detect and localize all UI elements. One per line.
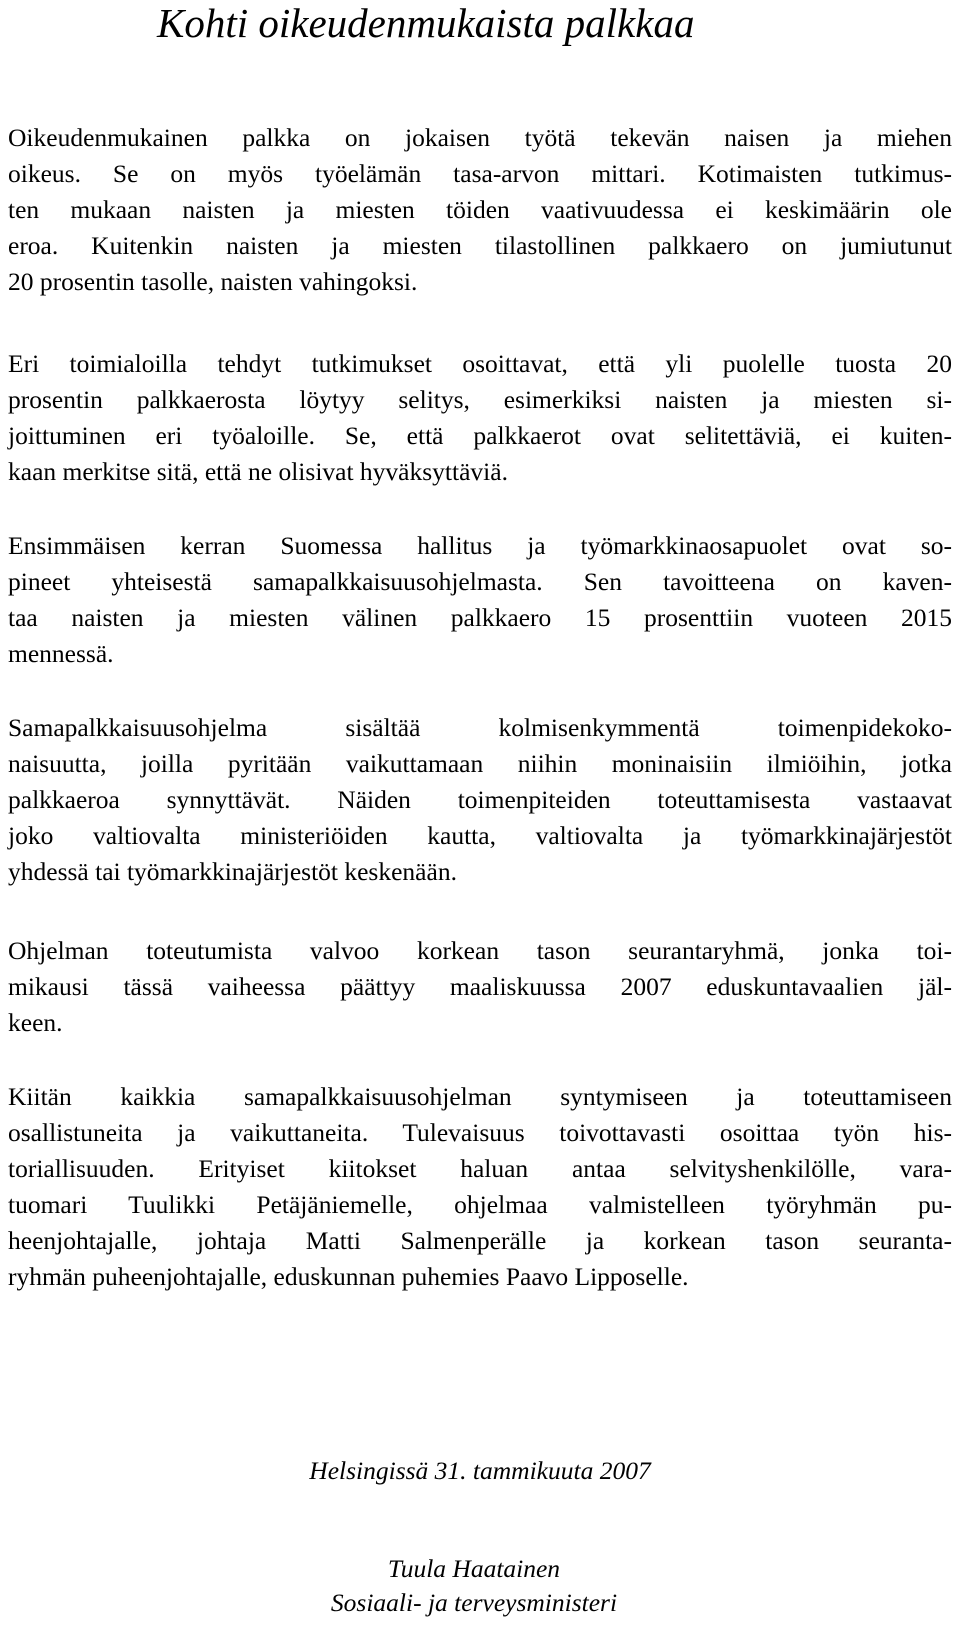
paragraph-line: pineet yhteisestä samapalkkaisuusohjelmasta. Sen tavoitteena on kaven- — [8, 567, 952, 596]
paragraph-line: joko valtiovalta ministeriöiden kautta, valtiovalta ja työmarkkinajärjestöt — [8, 821, 952, 850]
paragraph-line: 20 prosentin tasolle, naisten vahingoksi. — [8, 267, 418, 296]
paragraph-line: yhdessä tai työmarkkinajärjestöt keskenään. — [8, 857, 457, 886]
signatory-name: Tuula Haatainen — [387, 1554, 561, 1583]
paragraph-line: Ensimmäisen kerran Suomessa hallitus ja työmarkkinaosapuolet ovat so- — [8, 531, 952, 560]
paragraph-3 — [8, 528, 952, 672]
paragraph-line: heenjohtajalle, johtaja Matti Salmenperälle ja korkean tason seuranta- — [8, 1226, 952, 1255]
paragraph-line: Oikeudenmukainen palkka on jokaisen työtä tekevän naisen ja miehen — [8, 123, 952, 152]
paragraph-line: keen. — [8, 1008, 63, 1037]
paragraph-line: mennessä. — [8, 639, 114, 668]
paragraph-1 — [8, 120, 952, 300]
paragraph-6 — [8, 1079, 952, 1295]
paragraph-line: osallistuneita ja vaikuttaneita. Tulevaisuus toivottavasti osoittaa työn his- — [8, 1118, 952, 1147]
paragraph-line: oikeus. Se on myös työelämän tasa-arvon mittari. Kotimaisten tutkimus- — [8, 159, 952, 188]
paragraph-4 — [8, 710, 952, 890]
paragraph-line: joittuminen eri työaloille. Se, että palkkaerot ovat selitettäviä, ei kuiten- — [8, 421, 952, 450]
paragraph-line: tuomari Tuulikki Petäjäniemelle, ohjelmaa valmistelleen työryhmän pu- — [8, 1190, 952, 1219]
paragraph-line: toriallisuuden. Erityiset kiitokset haluan antaa selvityshenkilölle, vara- — [8, 1154, 952, 1183]
paragraph-line: Eri toimialoilla tehdyt tutkimukset osoittavat, että yli puolelle tuosta 20 — [8, 349, 952, 378]
paragraph-line: Samapalkkaisuusohjelma sisältää kolmisenkymmentä toimenpidekoko- — [8, 713, 952, 742]
paragraph-line: prosentin palkkaerosta löytyy selitys, esimerkiksi naisten ja miesten si- — [8, 385, 952, 414]
paragraph-line: kaan merkitse sitä, että ne olisivat hyväksyttäviä. — [8, 457, 508, 486]
paragraph-line: mikausi tässä vaiheessa päättyy maaliskuussa 2007 eduskuntavaalien jäl- — [8, 972, 952, 1001]
paragraph-2 — [8, 346, 952, 490]
paragraph-line: palkkaeroa synnyttävät. Näiden toimenpiteiden toteuttamisesta vastaavat — [8, 785, 952, 814]
paragraph-5 — [8, 933, 952, 1041]
signatory-role: Sosiaali- ja terveysministeri — [330, 1588, 618, 1617]
date-line: Helsingissä 31. tammikuuta 2007 — [309, 1456, 651, 1485]
paragraph-line: Ohjelman toteutumista valvoo korkean tason seurantaryhmä, jonka toi- — [8, 936, 952, 965]
signature-block — [0, 1552, 944, 1620]
paragraph-line: ten mukaan naisten ja miesten töiden vaativuudessa ei keskimäärin ole — [8, 195, 952, 224]
paragraph-line: taa naisten ja miesten välinen palkkaero 15 prosenttiin vuoteen 2015 — [8, 603, 952, 632]
paragraph-line: Kiitän kaikkia samapalkkaisuusohjelman syntymiseen ja toteuttamiseen — [8, 1082, 952, 1111]
paragraph-line: eroa. Kuitenkin naisten ja miesten tilastollinen palkkaero on jumiutunut — [8, 231, 952, 260]
document-title: Kohti oikeudenmukaista palkkaa — [157, 0, 695, 46]
paragraph-line: naisuutta, joilla pyritään vaikuttamaan niihin moninaisiin ilmiöihin, jotka — [8, 749, 952, 778]
paragraph-line: ryhmän puheenjohtajalle, eduskunnan puhemies Paavo Lipposelle. — [8, 1262, 689, 1291]
